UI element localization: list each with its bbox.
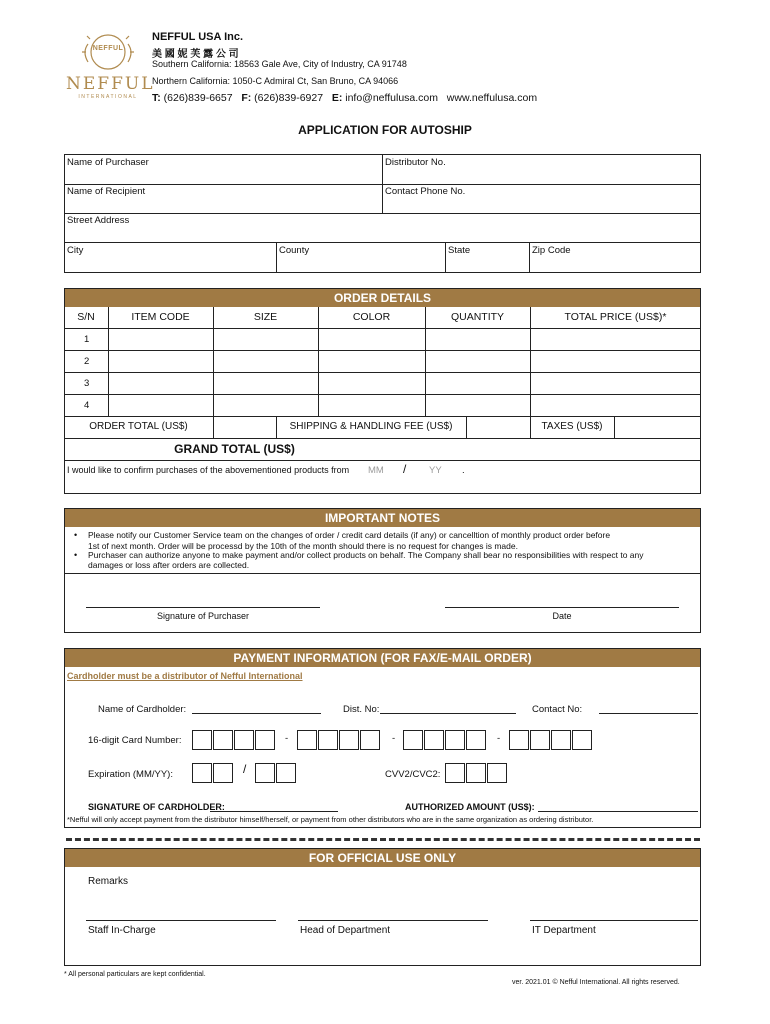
- note-1-line-1: Please notify our Customer Service team on the changes of order / credit card details (if any) or cancelltion of monthly product order before: [88, 530, 611, 540]
- card-digit-box[interactable]: [530, 730, 550, 750]
- row-number: 2: [84, 356, 90, 367]
- phone-value: (626)839-6657: [163, 92, 233, 104]
- contact-line: [152, 92, 537, 104]
- remarks-label: Remarks: [88, 876, 129, 887]
- date-line[interactable]: [445, 607, 679, 608]
- confirm-date-slash: /: [403, 462, 407, 476]
- expiry-year-box[interactable]: [276, 763, 296, 783]
- address-north: Northern California: 1050-C Admiral Ct, San Bruno, CA 94066: [152, 76, 399, 86]
- card-number-label: 16-digit Card Number:: [88, 735, 182, 746]
- cvv-label: CVV2/CVC2:: [385, 769, 441, 780]
- expiry-month-box[interactable]: [192, 763, 212, 783]
- fax-label: F:: [241, 92, 252, 104]
- payment-banner: PAYMENT INFORMATION (FOR FAX/E-MAIL ORDER): [65, 649, 700, 667]
- city-field[interactable]: City: [67, 245, 84, 256]
- cvv-digit-box[interactable]: [445, 763, 465, 783]
- purchaser-name-field[interactable]: Name of Purchaser: [67, 157, 149, 168]
- official-use-banner: FOR OFFICIAL USE ONLY: [65, 849, 700, 867]
- street-address-field[interactable]: Street Address: [67, 215, 130, 226]
- note-2-line-1: Purchaser can authorize anyone to make payment and/or collect products on behalf. The Company shall bear no responsibilities with respect to any: [88, 550, 644, 560]
- cut-line-divider: [66, 838, 700, 841]
- confirm-month-field[interactable]: MM: [368, 465, 384, 476]
- card-digit-box[interactable]: [192, 730, 212, 750]
- head-of-department-label: Head of Department: [300, 925, 391, 936]
- expiration-label: Expiration (MM/YY):: [88, 769, 173, 780]
- phone-label: T:: [152, 92, 161, 104]
- row-number: 1: [84, 334, 90, 345]
- version-copyright: ver. 2021.01 © Nefful International. All rights reserved.: [512, 979, 680, 986]
- col-header-total-price: TOTAL PRICE (US$)*: [564, 311, 667, 323]
- confidential-note: * All personal particulars are kept confidential.: [64, 971, 206, 978]
- confirm-year-field[interactable]: YY: [429, 465, 442, 476]
- shipping-fee-label: SHIPPING & HANDLING FEE (US$): [289, 421, 453, 432]
- purchaser-signature-line[interactable]: [86, 607, 320, 608]
- col-header-size: SIZE: [253, 311, 278, 323]
- cvv-digit-box[interactable]: [487, 763, 507, 783]
- email-label: E:: [331, 92, 343, 104]
- contact-phone-field[interactable]: Contact Phone No.: [385, 186, 466, 197]
- card-digit-box[interactable]: [297, 730, 317, 750]
- payment-footnote: *Nefful will only accept payment from the distributor himself/herself, or payment from other distributors who are in the same organization as ordering distributor.: [67, 815, 594, 824]
- card-digit-box[interactable]: [234, 730, 254, 750]
- note-bullet: •: [74, 550, 78, 560]
- contact-no-label: Contact No:: [532, 704, 583, 715]
- state-field[interactable]: State: [448, 245, 471, 256]
- county-field[interactable]: County: [279, 245, 310, 256]
- card-digit-box[interactable]: [445, 730, 465, 750]
- confirm-text: I would like to confirm purchases of the abovementioned products from: [67, 465, 350, 475]
- dist-no-label: Dist. No:: [343, 704, 380, 715]
- col-header-color: COLOR: [352, 311, 391, 323]
- grand-total-label: GRAND TOTAL (US$): [174, 442, 295, 456]
- recipient-name-field[interactable]: Name of Recipient: [67, 186, 146, 197]
- card-separator: -: [285, 733, 289, 744]
- card-digit-box[interactable]: [551, 730, 571, 750]
- expiry-month-box[interactable]: [213, 763, 233, 783]
- note-2-line-2: damages or loss after orders are collected.: [88, 560, 250, 570]
- fax-value: (626)839-6927: [254, 92, 324, 104]
- company-chinese-name: 美 國 妮 芙 露 公 司: [152, 49, 239, 60]
- taxes-label: TAXES (US$): [541, 421, 603, 432]
- row-number: 4: [84, 400, 90, 411]
- distributor-no-field[interactable]: Distributor No.: [385, 157, 446, 168]
- it-department-label: IT Department: [532, 925, 596, 936]
- date-label: Date: [552, 611, 572, 621]
- logo-wordmark: NEFFUL: [66, 74, 155, 94]
- card-digit-box[interactable]: [424, 730, 444, 750]
- email-value[interactable]: info@neffulusa.com: [345, 92, 439, 104]
- note-1-line-2: 1st of next month. Order will be processd by the 10th of the month should there is no request for changes is made.: [88, 541, 518, 551]
- it-signature-line[interactable]: [530, 920, 698, 921]
- zip-code-field[interactable]: Zip Code: [532, 245, 571, 256]
- card-digit-box[interactable]: [339, 730, 359, 750]
- cardholder-note: Cardholder must be a distributor of Nefful International: [67, 671, 303, 681]
- card-digit-box[interactable]: [466, 730, 486, 750]
- card-digit-box[interactable]: [255, 730, 275, 750]
- staff-signature-line[interactable]: [86, 920, 276, 921]
- order-total-label: ORDER TOTAL (US$): [89, 421, 188, 432]
- row-number: 3: [84, 378, 90, 389]
- cardholder-name-label: Name of Cardholder:: [98, 704, 187, 715]
- cardholder-signature-field[interactable]: [210, 811, 338, 812]
- company-name: NEFFUL USA Inc.: [152, 31, 244, 43]
- order-details-banner: ORDER DETAILS: [65, 289, 700, 307]
- dist-no-field[interactable]: [380, 713, 516, 714]
- expiry-year-box[interactable]: [255, 763, 275, 783]
- authorized-amount-label: AUTHORIZED AMOUNT (US$):: [405, 802, 535, 812]
- logo-subtext: INTERNATIONAL: [78, 94, 138, 100]
- card-digit-box[interactable]: [572, 730, 592, 750]
- card-digit-box[interactable]: [213, 730, 233, 750]
- card-separator: -: [497, 733, 501, 744]
- col-header-quantity: QUANTITY: [450, 311, 505, 323]
- card-digit-box[interactable]: [403, 730, 423, 750]
- important-notes-banner: IMPORTANT NOTES: [65, 509, 700, 527]
- confirm-period: .: [462, 465, 465, 476]
- card-digit-box[interactable]: [360, 730, 380, 750]
- logo-seal-text: NEFFUL: [92, 45, 124, 52]
- cardholder-signature-label: SIGNATURE OF CARDHOLDER:: [88, 802, 225, 812]
- note-bullet: •: [74, 530, 78, 540]
- company-logo: [66, 30, 155, 102]
- col-header-item-code: ITEM CODE: [131, 311, 190, 323]
- form-title: APPLICATION FOR AUTOSHIP: [298, 123, 472, 137]
- address-south: Southern California: 18563 Gale Ave, City of Industry, CA 91748: [152, 59, 407, 69]
- contact-no-field[interactable]: [599, 713, 698, 714]
- head-signature-line[interactable]: [298, 920, 488, 921]
- purchaser-signature-label: Signature of Purchaser: [156, 611, 250, 621]
- col-header-sn: S/N: [77, 311, 95, 323]
- cvv-digit-box[interactable]: [466, 763, 486, 783]
- card-digit-box[interactable]: [318, 730, 338, 750]
- authorized-amount-field[interactable]: [538, 811, 698, 812]
- website-link[interactable]: www.neffulusa.com: [446, 92, 538, 104]
- staff-in-charge-label: Staff In-Charge: [88, 925, 156, 936]
- card-separator: -: [392, 733, 396, 744]
- card-digit-box[interactable]: [509, 730, 529, 750]
- cardholder-name-field[interactable]: [192, 713, 321, 714]
- expiry-slash: /: [243, 762, 247, 776]
